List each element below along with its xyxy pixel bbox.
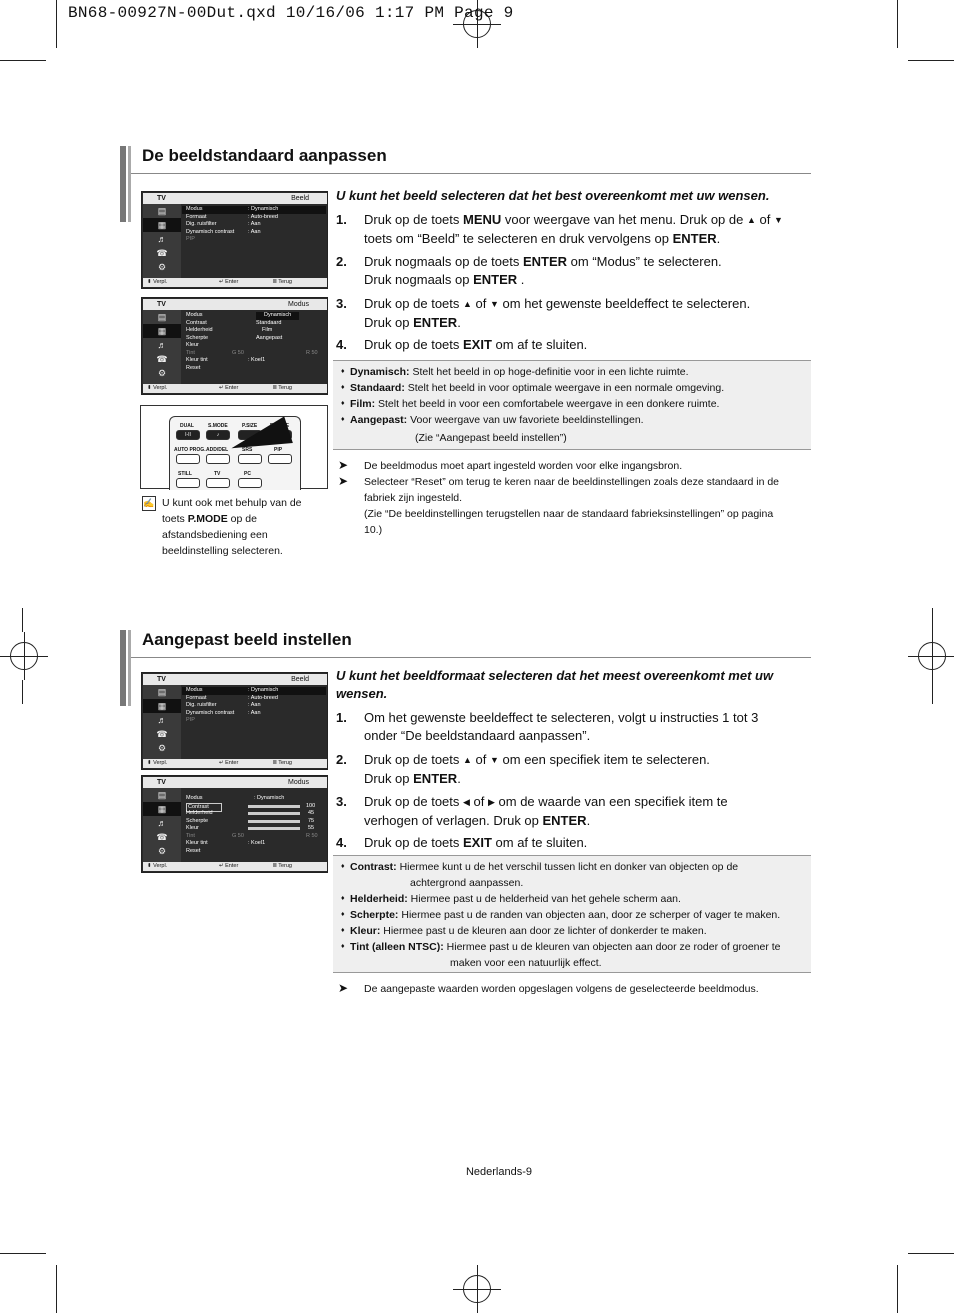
- arrow-left-icon: ◀: [463, 797, 470, 807]
- input-icon: ▤: [157, 687, 167, 697]
- auto-prog-button: [176, 454, 200, 464]
- section-bar: [120, 146, 126, 222]
- crop-mark: [22, 680, 23, 704]
- channel-icon: ☎: [156, 354, 168, 364]
- section-bar: [128, 630, 131, 706]
- tip-item: ➤ Selecteer “Reset” om terug te keren naar de beeldinstellingen zoals deze standaard in de fabriek zijn ingesteld. (Zie “De beeldinstellingen terugstellen naar de standaard fabrieksinstellingen” op pagina 10.): [338, 474, 780, 536]
- setup-icon: ⚙: [157, 262, 167, 272]
- note-reference: (Zie “Aangepast beeld instellen”): [415, 432, 567, 444]
- section-bar: [128, 146, 131, 222]
- setup-icon: ⚙: [157, 743, 167, 753]
- osd-menu-screenshot: TV Beeld ▤ ▦ ♬ ☎ ⚙ Modus : Dynamisch Formaat : Auto-breed Dig. ruisfilter : Aan Dynamisch contrast : Aan PIP ⬍ Verpl. ↵ Enter Ⅲ Terug: [141, 191, 328, 289]
- channel-icon: ☎: [156, 832, 168, 842]
- input-icon: ▤: [157, 312, 167, 322]
- channel-icon: ☎: [156, 729, 168, 739]
- section-intro: U kunt het beeldformaat selecteren dat het meest overeenkomt met uw wensen.: [336, 668, 774, 701]
- crop-mark: [932, 680, 933, 704]
- picture-icon: ▦: [143, 699, 181, 713]
- note-item: ♦ Contrast: Hiermee kunt u de het verschil tussen licht en donker van objecten op de achtergrond aanpassen.: [341, 859, 811, 891]
- arrow-down-icon: ▼: [490, 299, 499, 309]
- section-rule: [131, 173, 811, 174]
- arrow-up-icon: ▲: [463, 755, 472, 765]
- arrow-down-icon: ▼: [490, 755, 499, 765]
- pip-button: [268, 454, 292, 464]
- step-item: 1. Druk op de toets MENU voor weergave van het menu. Druk op de ▲ of ▼ toets om “Beeld” te selecteren en druk vervolgens op ENTER.: [336, 212, 783, 246]
- step-item: 4. Druk op de toets EXIT om af te sluiten.: [336, 337, 588, 352]
- tip-item: ➤ De beeldmodus moet apart ingesteld worden voor elke ingangsbron.: [338, 458, 683, 472]
- input-icon: ▤: [157, 790, 167, 800]
- note-item: ♦ Scherpte: Hiermee past u de randen van objecten aan, door ze scherper of vager te maken.: [341, 907, 811, 923]
- note-item: ♦ Dynamisch: Stelt het beeld in op hoge-definitie voor in een lichte ruimte.: [341, 364, 811, 380]
- note-item: ♦ Film: Stelt het beeld in voor een comfortabele weergave in een donkere ruimte.: [341, 396, 811, 412]
- sound-icon: ♬: [157, 715, 167, 725]
- registration-mark: [908, 632, 954, 680]
- step-item: 1. Om het gewenste beeldeffect te selecteren, volgt u instructies 1 tot 3 onder “De beeldstandaard aanpassen”.: [336, 710, 759, 743]
- pencil-icon: ➤: [338, 981, 349, 995]
- osd-menu-screenshot: TV Modus ▤ ▦ ♬ ☎ ⚙ Modus Dynamisch Contrast Standaard Helderheid Film Scherpte Aangepast Kleur Tint G 50 R 50 Kleur tint : Koel1 Reset ⬍ Verpl. ↵ Enter Ⅲ Terug: [141, 297, 328, 395]
- note-item: ♦ Tint (alleen NTSC): Hiermee past u de kleuren van objecten aan door ze roder of groener te maken voor een natuurlijk effect.: [341, 939, 811, 971]
- section-bar: [120, 630, 126, 706]
- remote-control-illustration: DUAL S.MODE P.SIZE P.MODE I-II ♪ AUTO PROG. ADD/DEL SRS PIP STILL TV PC: [140, 405, 328, 489]
- hand-icon: ✍: [142, 496, 156, 511]
- pencil-icon: ➤: [338, 474, 349, 488]
- sound-icon: ♬: [157, 818, 167, 828]
- step-item: 4. Druk op de toets EXIT om af te sluiten.: [336, 835, 588, 850]
- step-item: 3. Druk op de toets ◀ of ▶ om de waarde van een specifiek item te verhogen of verlagen. Druk op ENTER.: [336, 794, 728, 828]
- pencil-icon: ➤: [338, 458, 349, 472]
- picture-icon: ▦: [143, 218, 181, 232]
- tv-button: [206, 478, 230, 488]
- crop-mark: [897, 1265, 898, 1313]
- still-button: [176, 478, 200, 488]
- note-item: ♦ Helderheid: Hiermee past u de helderheid van het gehele scherm aan.: [341, 891, 811, 907]
- section-title: De beeldstandaard aanpassen: [142, 146, 387, 165]
- osd-menu-screenshot: TV Beeld ▤ ▦ ♬ ☎ ⚙ Modus : Dynamisch Formaat : Auto-breed Dig. ruisfilter : Aan Dynamisch contrast : Aan PIP ⬍ Verpl. ↵ Enter Ⅲ Terug: [141, 672, 328, 770]
- crop-mark: [908, 60, 954, 61]
- crop-mark: [22, 608, 23, 632]
- remote-note: ✍ U kunt ook met behulp van de toets P.MODE op de afstandsbediening een beeldinstelling selecteren.: [143, 497, 302, 557]
- step-item: 3. Druk op de toets ▲ of ▼ om het gewenste beeldeffect te selecteren. Druk op ENTER.: [336, 296, 751, 330]
- crop-mark: [0, 60, 46, 61]
- section-rule: [131, 657, 811, 658]
- crop-mark: [932, 608, 933, 632]
- osd-menu-screenshot: TV Modus ▤ ▦ ♬ ☎ ⚙ Modus : Dynamisch Contrast 100 Helderheid 45 Scherpte 75 Kleur 55 Tint G 50 R 50 Kleur tint : Koel1 Reset ⬍ Verpl. ↵ Enter Ⅲ Terug: [141, 775, 328, 873]
- input-icon: ▤: [157, 206, 167, 216]
- arrow-up-icon: ▲: [746, 215, 756, 225]
- crop-mark: [56, 1265, 57, 1313]
- note-item: ♦ Kleur: Hiermee past u de kleuren aan door ze lichter of donkerder te maken.: [341, 923, 811, 939]
- registration-mark: [0, 632, 48, 680]
- arrow-up-icon: ▲: [463, 299, 472, 309]
- note-item: ♦ Standaard: Stelt het beeld in voor optimale weergave in een normale omgeving.: [341, 380, 811, 396]
- section-intro: U kunt het beeld selecteren dat het best overeenkomt met uw wensen.: [336, 188, 770, 203]
- tip-item: ➤ De aangepaste waarden worden opgeslagen volgens de geselecteerde beeldmodus.: [338, 981, 759, 995]
- smode-button: ♪: [206, 430, 230, 440]
- setup-icon: ⚙: [157, 846, 167, 856]
- tips: [338, 458, 788, 538]
- section-title: Aangepast beeld instellen: [142, 630, 352, 649]
- sound-icon: ♬: [157, 340, 167, 350]
- note-item: ♦ Aangepast: Voor weergave van uw favoriete beeldinstellingen.: [341, 412, 811, 428]
- crop-mark: [897, 0, 898, 48]
- setup-icon: ⚙: [157, 368, 167, 378]
- picture-icon: ▦: [143, 802, 181, 816]
- sound-icon: ♬: [157, 234, 167, 244]
- step-item: 2. Druk op de toets ▲ of ▼ om een specifiek item te selecteren. Druk op ENTER.: [336, 752, 710, 786]
- dual-button: I-II: [176, 430, 200, 440]
- page-footer: Nederlands-9: [465, 1166, 533, 1178]
- crop-mark: [0, 1253, 46, 1254]
- picture-icon: ▦: [143, 324, 181, 338]
- arrow-right-icon: ▶: [488, 797, 495, 807]
- add-del-button: [206, 454, 230, 464]
- channel-icon: ☎: [156, 248, 168, 258]
- arrow-down-icon: ▼: [773, 215, 783, 225]
- print-header: BN68-00927N-00Dut.qxd 10/16/06 1:17 PM Page 9: [68, 4, 514, 22]
- crop-mark: [56, 0, 57, 48]
- tips: [338, 981, 808, 997]
- crop-mark: [908, 1253, 954, 1254]
- note-box: [333, 360, 811, 450]
- step-item: 2. Druk nogmaals op de toets ENTER om “Modus” te selecteren. Druk nogmaals op ENTER .: [336, 254, 722, 287]
- registration-mark: [453, 1265, 501, 1313]
- note-box: [333, 855, 811, 973]
- pc-button: [238, 478, 262, 488]
